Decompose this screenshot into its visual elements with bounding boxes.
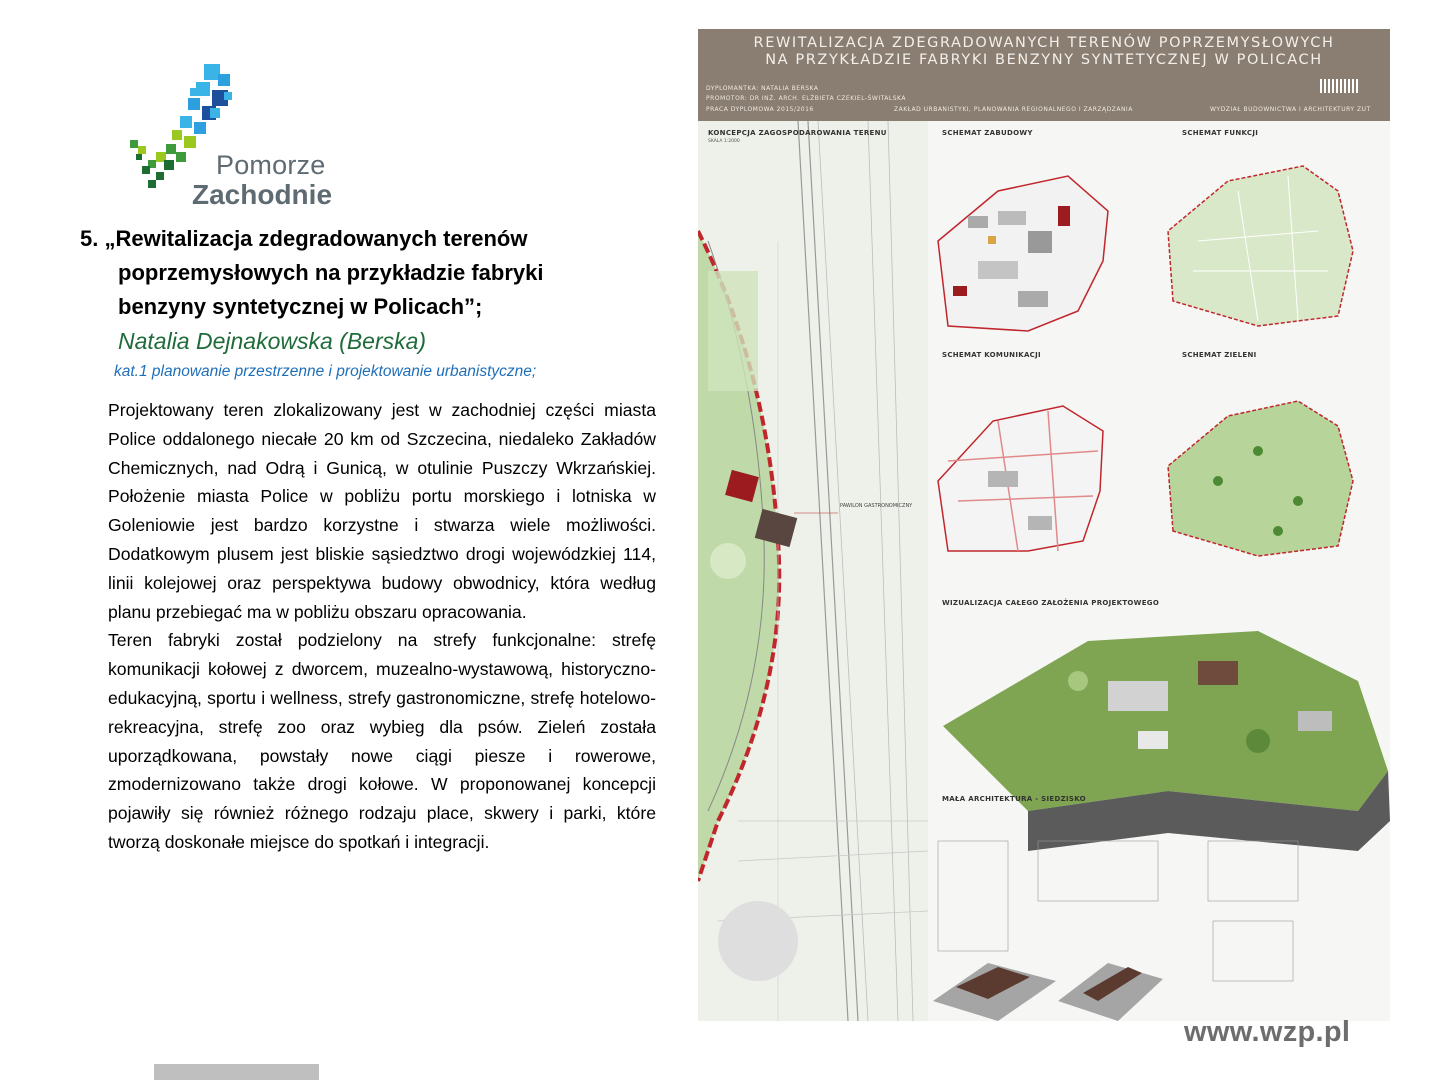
panel-concept-label: KONCEPCJA ZAGOSPODAROWANIA TERENU	[708, 129, 887, 137]
project-title-line-2: poprzemysłowych na przykładzie fabryki	[118, 260, 544, 285]
project-author: Natalia Dejnakowska (Berska)	[118, 328, 427, 354]
poster-meta-faculty: WYDZIAŁ BUDOWNICTWA I ARCHITEKTURY ZUT	[1210, 106, 1371, 113]
logo-square	[148, 180, 156, 188]
logo-square	[176, 152, 186, 162]
logo-square	[196, 82, 210, 96]
functions-schema-panel	[1168, 166, 1353, 326]
logo-square	[224, 92, 232, 100]
logo-line1: Pomorze	[216, 150, 326, 180]
logo-square	[204, 64, 220, 80]
poster-title-line-1: REWITALIZACJA ZDEGRADOWANYCH TERENÓW POPRZEMYSŁOWYCH	[753, 35, 1335, 51]
visualization-panel	[943, 631, 1390, 851]
logo-square	[130, 140, 138, 148]
logo-square	[136, 154, 142, 160]
panel-visualization-label: WIZUALIZACJA CAŁEGO ZAŁOŻENIA PROJEKTOWEGO	[942, 599, 1160, 607]
pavilion-label: PAWILON GASTRONOMICZNY	[840, 503, 913, 509]
logo-line2: Zachodnie	[192, 179, 333, 210]
logo-square	[190, 88, 198, 96]
description-paragraph-1: Projektowany teren zlokalizowany jest w zachodniej części miasta Police oddalonego niecałe 20 km od Szczecina, niedaleko Zakładów Chemicznych, nad Odrą i Gunicą, w otulinie Puszczy Wkrzańskiej. Położenie miasta Police w pobliżu portu morskiego i lotniska w Goleniowie jest bardzo korzystne i stwarza wiele możliwości. Dodatkowym plusem jest bliskie sąsiedztwo drogi wojewódzkiej 114, linii kolejowej oraz perspektywa budowy obwodnicy, która według planu przebiegać ma w pobliżu obszaru opracowania.	[108, 400, 656, 622]
diploma-poster-image	[698, 29, 1390, 1021]
poster-meta-dept: ZAKŁAD URBANISTYKI, PLANOWANIA REGIONALNEGO I ZARZĄDZANIA	[894, 106, 1133, 113]
logo-square	[156, 172, 164, 180]
buildings-schema-panel	[938, 176, 1108, 331]
panel-architecture-label: MAŁA ARCHITEKTURA - SIEDZISKO	[942, 795, 1086, 803]
panel-functions-label: SCHEMAT FUNKCJI	[1182, 129, 1259, 137]
panel-buildings-label: SCHEMAT ZABUDOWY	[942, 129, 1033, 137]
logo-square	[180, 116, 192, 128]
logo-square	[194, 122, 206, 134]
logo-square	[138, 146, 146, 154]
website-url: www.wzp.pl	[1184, 1016, 1351, 1048]
project-description	[108, 396, 656, 857]
small-architecture-panel	[933, 841, 1298, 1021]
logo-square	[164, 160, 174, 170]
poster-barcode-icon	[1320, 79, 1360, 93]
poster-title-line-2: NA PRZYKŁADZIE FABRYKI BENZYNY SYNTETYCZNEJ W POLICACH	[765, 52, 1323, 68]
logo-wordmark	[192, 152, 332, 209]
panel-greenery-label: SCHEMAT ZIELENI	[1182, 351, 1257, 359]
logo-square	[184, 136, 196, 148]
poster-meta-year: PRACA DYPLOMOWA 2015/2016	[706, 106, 814, 113]
poster-header	[698, 29, 1390, 121]
logo-square	[166, 144, 176, 154]
logo-square	[218, 74, 230, 86]
project-category: kat.1 planowanie przestrzenne i projektowanie urbanistyczne;	[114, 363, 537, 380]
project-heading	[80, 222, 680, 384]
logo-square	[172, 130, 182, 140]
project-title-line-3: benzyny syntetycznej w Policach”;	[118, 294, 483, 319]
communication-schema-panel	[938, 406, 1103, 551]
bottom-bar	[154, 1064, 319, 1080]
logo-square	[142, 166, 150, 174]
panel-communication-label: SCHEMAT KOMUNIKACJI	[942, 351, 1041, 359]
poster-meta-author: DYPLOMANTKA: NATALIA BERSKA	[706, 85, 819, 92]
project-title-line-1: 5. „Rewitalizacja zdegradowanych terenów	[80, 226, 528, 251]
description-paragraph-2: Teren fabryki został podzielony na strefy funkcjonalne: strefę komunikacji kołowej z dworcem, muzealno-wystawową, historyczno-edukacyjną, sportu i wellness, strefy gastronomiczne, strefę hotelowo-rekreacyjna, strefę zoo oraz wybieg dla psów. Zieleń została uporządkowana, powstały nowe ciągi piesze i rowerowe, zmodernizowano także drogi kołowe. W proponowanej koncepcji pojawiły się również różnego rodzaju place, skwery i parki, które tworzą doskonałe miejsce do spotkań i integracji.	[108, 630, 656, 852]
panel-concept-scale: SKALA 1:2000	[708, 139, 740, 144]
greenery-schema-panel	[1168, 401, 1353, 556]
logo-square	[210, 108, 220, 118]
poster-meta-promotor: PROMOTOR: DR INŻ. ARCH. ELŻBIETA CZEKIEL-ŚWITALSKA	[706, 95, 906, 102]
poster-drawings	[698, 121, 1390, 1021]
site-plan-map	[698, 121, 928, 1021]
logo-square	[188, 98, 200, 110]
